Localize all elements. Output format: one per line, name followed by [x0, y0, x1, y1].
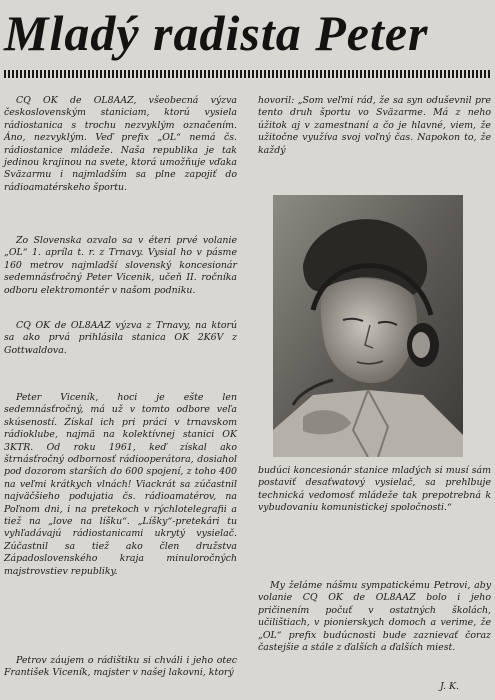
photo-radio-operator: [273, 195, 463, 457]
paragraph-father-quote: hovoril: „Som veľmi rád, že sa syn oduševnil pre tento druh športu vo Sväzarme. Má z neho úžitok aj v zamestnaní a čo je hlavné, viem, že užitočne využíva svoj voľný čas. Napokon to, že každý: [258, 95, 491, 156]
paragraph-father: Petrov záujem o rádištiku si chváli i jeho otec František Viceník, majster v našej lakovni, ktorý: [4, 655, 237, 679]
author-signature: J. K.: [440, 681, 459, 692]
paragraph-first-response: CQ OK de OL8AAZ výzva z Trnavy, na ktorú sa ako prvá prihlásila stanica OK 2K6V z Gottwaldova.: [4, 320, 237, 356]
paragraph-intro: CQ OK de OL8AAZ, všeobecná výzva československým staniciam, ktorú vysiela rádiostanica s trochu nezvyklým označením. Áno, nezvyklým. Veď prefix „OL“ nemá čs. rádiostanice mládeže. Naša republika je tak jedinou krajinou na svete, ktorá umožňuje vďaka Sväzarmu i najmladším sa plne zapojiť do rádioamatérskeho športu.: [4, 95, 237, 193]
paragraph-first-call: Zo Slovenska ozvalo sa v éteri prvé volanie „OL“ 1. apríla t. r. z Trnavy. Vysial ho v pásme 160 metrov najmladší slovenský koncesionár sedemnásťročný Peter Vicenik, učeň II. ročníka odboru elektromontér v našom podniku.: [4, 235, 237, 296]
person-with-headphones-icon: [273, 195, 463, 457]
paragraph-experience: Peter Viceník, hoci je ešte len sedemnásťročný, má už v tomto odbore veľa skúseností. Získal ich pri práci v trnavskom rádioklube, najmä na kolektívnej stanici OK 3KTR. Od roku 1961, keď získal ako štrnásťročný odbornosť rádiooperátora, dosiahol pod dozorom starších do 600 spojení, z toho 400 na veľmi krátkych vlnách! Viackrát sa zúčastnil najväčšieho podujatia čs. rádioamatérov, na Poľnom dni, i na pretekoch v rýchlotelegrafii a tiež na „love na líšku“. „Líšky“-pretekári tu vyhľadávajú rádiostanicami ukrytý vysielač. Zúčastnil sa tiež ako člen družstva Západoslovenského kraja minuloročných majstrovstiev republiky.: [4, 392, 237, 577]
paragraph-father-quote-cont: budúci koncesionár stanice mladých si musí sám postaviť desaťwatový vysielač, sa prehlbuje technická vedomosť mládeže tak prepotrebná k vybudovaniu komunistickej spoločnosti.“: [258, 465, 491, 514]
headline: Mladý radista Peter: [4, 5, 429, 61]
headline-rule: [4, 70, 491, 78]
paragraph-wishes: My želáme nášmu sympatickému Petrovi, aby volanie CQ OK de OL8AAZ bolo i jeho pričinením počuť v ostatných školách, učilištiach, v pionierskych domoch a verime, že „OL“ prefix budúcnosti bude zaznievať čoraz častejšie a stále z ďalších a ďalších miest.: [258, 580, 491, 654]
